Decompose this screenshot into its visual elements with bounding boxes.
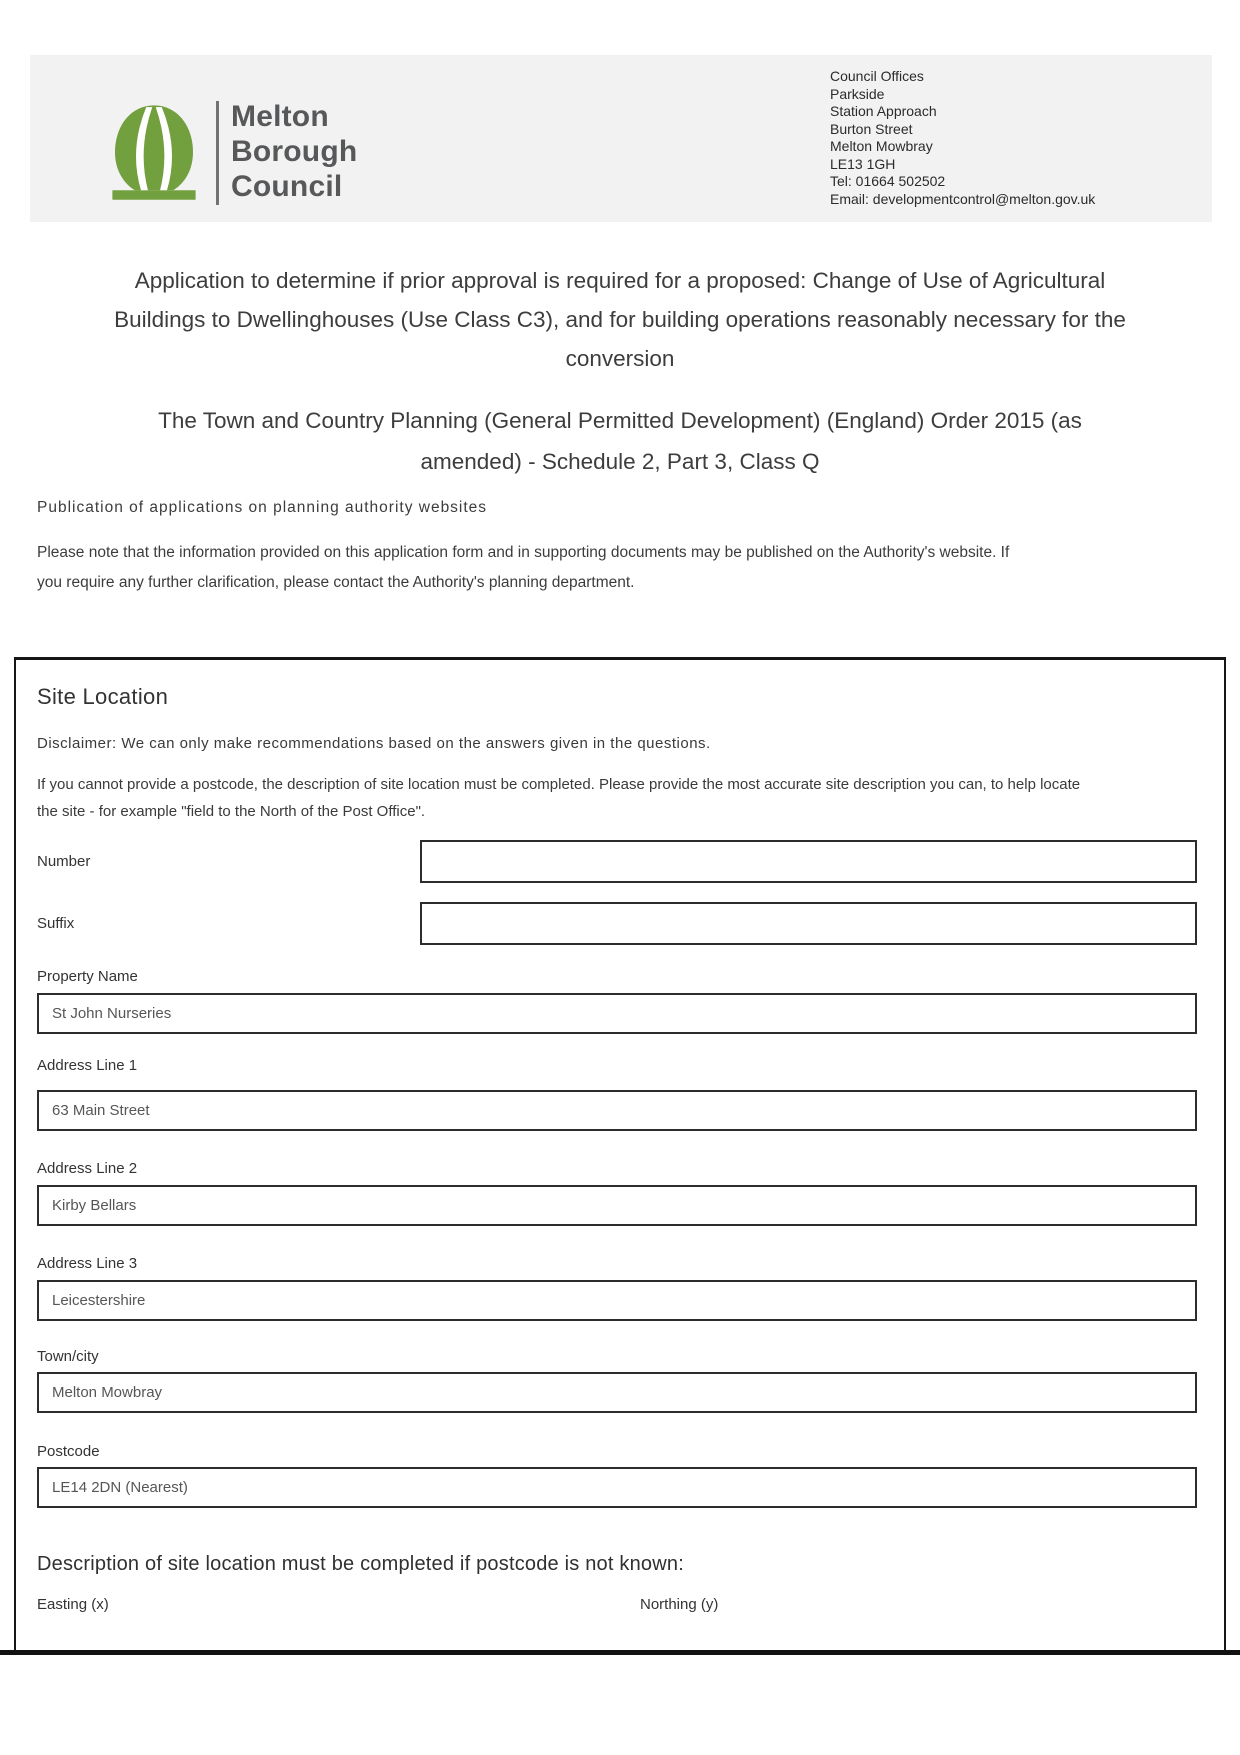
logo-word-melton: Melton xyxy=(231,100,329,133)
site-description-heading: Description of site location must be completed if postcode is not known: xyxy=(37,1553,684,1575)
number-label: Number xyxy=(37,853,91,870)
postcode-label: Postcode xyxy=(37,1443,100,1460)
site-location-heading: Site Location xyxy=(37,684,169,709)
address-line: Council Offices xyxy=(830,68,924,84)
publication-note-body: Please note that the information provided on this application form and in supporting documents may be published on the Authority's website. If you require any further clarification, please contact the Authority's planning department. xyxy=(37,544,1010,591)
town-city-input[interactable] xyxy=(37,1372,1197,1413)
address-line-2-label: Address Line 2 xyxy=(37,1160,138,1177)
site-location-disclaimer: Disclaimer: We can only make recommendations based on the answers given in the questions. xyxy=(37,735,711,752)
town-city-label: Town/city xyxy=(37,1348,99,1365)
form-title-row xyxy=(0,261,1240,378)
site-location-instructions: If you cannot provide a postcode, the description of site location must be completed. Please provide the most accurate site description you can, to help locate the site - for example "field to the North of the Post Office". xyxy=(37,776,1081,820)
address-line-1-input[interactable] xyxy=(37,1090,1197,1131)
logo-wordmark xyxy=(231,97,357,209)
address-line-3-input[interactable] xyxy=(37,1280,1197,1321)
address-line-email: Email: developmentcontrol@melton.gov.uk xyxy=(830,190,1096,207)
form-title: Application to determine if prior approval is required for a proposed: Change of Use of Agricultural Buildings to Dwellinghouses (Use Class C3), and for building operations reasonably necessary for the conversion xyxy=(114,268,1126,371)
logo-separator xyxy=(216,101,219,205)
easting-label: Easting (x) xyxy=(37,1596,109,1613)
property-name-label: Property Name xyxy=(37,968,138,985)
melton-borough-council-logo xyxy=(102,97,357,209)
address-line-3-label: Address Line 3 xyxy=(37,1255,138,1272)
postcode-input[interactable] xyxy=(37,1467,1197,1508)
address-line: Melton Mowbray xyxy=(830,138,933,154)
suffix-input[interactable] xyxy=(420,902,1197,945)
address-line: Station Approach xyxy=(830,103,937,119)
number-input[interactable] xyxy=(420,840,1197,883)
property-name-input[interactable] xyxy=(37,993,1197,1034)
address-line: Burton Street xyxy=(830,120,913,137)
publication-note-heading: Publication of applications on planning authority websites xyxy=(37,499,488,516)
address-line-1-label: Address Line 1 xyxy=(37,1057,138,1074)
logo-word-council: Council xyxy=(231,170,343,203)
legislation-title-row xyxy=(0,400,1240,482)
page-break-rule xyxy=(0,1650,1240,1655)
address-line-tel: Tel: 01664 502502 xyxy=(830,173,946,189)
council-address-block xyxy=(830,68,1095,208)
logo-word-borough: Borough xyxy=(231,135,358,168)
site-location-section xyxy=(14,657,1226,1650)
omega-logo-icon xyxy=(102,97,206,209)
header-band xyxy=(30,55,1212,222)
legislation-title: The Town and Country Planning (General Permitted Development) (England) Order 2015 (as amended) - Schedule 2, Part 3, Class Q xyxy=(158,408,1082,474)
address-line-2-input[interactable] xyxy=(37,1185,1197,1226)
address-line: Parkside xyxy=(830,85,885,102)
northing-label: Northing (y) xyxy=(640,1596,719,1613)
address-line: LE13 1GH xyxy=(830,155,896,172)
suffix-label: Suffix xyxy=(37,915,75,932)
